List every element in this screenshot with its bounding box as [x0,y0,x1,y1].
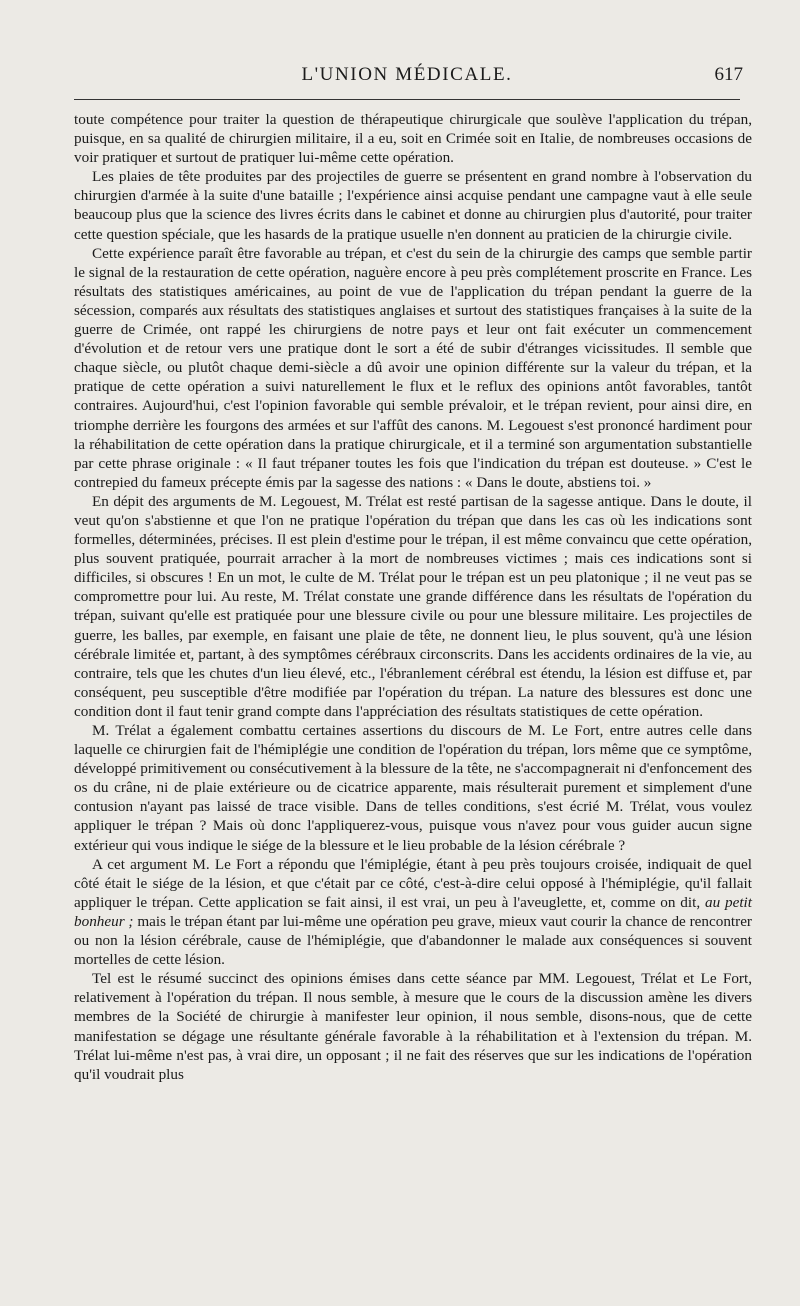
paragraph-6 [74,855,752,970]
italic-phrase: au petit bonheur ; [74,893,752,930]
article-body [74,110,752,1084]
paragraph-2: Les plaies de tête produites par des projectiles de guerre se présentent en grand nombre à l'observation du chirurgien d'armée à la suite d'une bataille ; l'expérience ainsi acquise pendant une campagne vaut à elle seule beaucoup plus que la science des livres écrits dans le cabinet et donne au chirurgien plus d'autorité, pour traiter cette question spéciale, que les hasards de la pratique usuelle n'en donnent au praticien de la chirurgie civile. [74,168,752,243]
paragraph-1: toute compétence pour traiter la question de thérapeutique chirurgicale que soulève l'application du trépan, puisque, en sa qualité de chirurgien militaire, il a eu, soit en Crimée soit en Italie, de nombreuses occasions de voir pratiquer et surtout de pratiquer lui-même cette opération. [74,111,752,167]
paragraph-5: M. Trélat a également combattu certaines assertions du discours de M. Le Fort, entre autres celle dans laquelle ce chirurgien fait de l'hémiplégie une condition de l'opération du trépan, lors même que ce symptôme, développé primitivement ou consécutivement à la blessure de la tête, ne s'accompagnerait ni d'enfoncement des os du crâne, ni de plaie extérieure ou de cicatrice apparente, mais résulterait purement et simplement d'une contusion n'ayant pas laissé de trace visible. Dans de telles conditions, s'est écrié M. Trélat, vous voulez appliquer le trépan ? Mais où donc l'appliquerez-vous, puisque vous n'avez pour vous guider aucun signe extérieur qui vous indique le siége de la blessure et le lieu probable de la lésion cérébrale ? [74,722,752,854]
paragraph-6-end: mais le trépan étant par lui-même une opération peu grave, mieux vaut courir la chance de rencontrer ou non la lésion cérébrale, cause de l'hémiplégie, que d'abandonner le malade aux conséquences si souvent mortelles de cette lésion. [74,912,752,969]
paragraph-7: Tel est le résumé succinct des opinions émises dans cette séance par MM. Legouest, Trélat et Le Fort, relativement à l'opération du trépan. Il nous semble, à mesure que le cours de la discussion amène les divers membres de la Société de chirurgie à manifester leur opinion, il nous semble, disons-nous, que de cette manifestation se dégage une résultante générale favorable à la réhabilitation et à l'extension du trépan. M. Trélat lui-même n'est pas, à vrai dire, un opposant ; il ne fait des réserves que sur les indications de l'opération qu'il voudrait plus [74,970,752,1083]
header-rule [74,99,740,100]
running-header [74,62,743,92]
page-number: 617 [714,64,743,85]
paragraph-6-start: A cet argument M. Le Fort a répondu que l'émiplégie, étant à peu près toujours croisée, indiquait de quel côté était le siége de la lésion, et que c'était par ce côté, c'est-à-dire celui opposé à l'hémiplégie, qu'il fallait appliquer le trépan. Cette application se fait ainsi, il est vrai, un peu à l'aveuglette, et, comme on dit, [74,855,752,911]
running-title: L'UNION MÉDICALE. [301,64,513,85]
paragraph-3: Cette expérience paraît être favorable au trépan, et c'est du sein de la chirurgie des camps que semble partir le signal de la restauration de cette opération, naguère encore à peu près complétement proscrite en France. Les résultats des statistiques américaines, au point de vue de l'application du trépan pendant la guerre de la sécession, comparés aux résultats des statistiques anglaises et surtout des statistiques françaises à la suite de la guerre de Crimée, ont rappé les chirurgiens de notre pays et leur ont fait exécuter un commencement d'évolution et de retour vers une pratique dont le sort a été de subir d'étranges vicissitudes. Il semble que chaque siècle, ou plutôt chaque demi-siècle a dû avoir une opinion différente sur la valeur du trépan, et la pratique de cette opération a suivi naturellement le flux et le reflux des opinions antôt favorables, tantôt contraires. Aujourd'hui, c'est l'opinion favorable qui semble prévaloir, et le trépan revient, pour ainsi dire, en triomphe derrière les fourgons des armées et sur l'affût des canons. M. Legouest s'est prononcé hardiment pour la réhabilitation de cette opération dans la pratique chirurgicale, et il a terminé son argumentation substantielle par cette phrase originale : « Il faut trépaner toutes les fois que l'indication du trépan est douteuse. » C'est le contrepied du fameux précepte émis par la sagesse des nations : « Dans le doute, abstiens toi. » [74,244,752,491]
paragraph-4: En dépit des arguments de M. Legouest, M. Trélat est resté partisan de la sagesse antique. Dans le doute, il veut qu'on s'abstienne et que l'on ne pratique l'opération du trépan que dans les cas où les indications sont formelles, déterminées, précises. Il est plein d'estime pour le trépan, il est même convaincu que cette opération, plus souvent pratiquée, pourrait arracher à la mort de nombreuses victimes ; mais ces indications sont si difficiles, si obscures ! En un mot, le culte de M. Trélat pour le trépan est un peu platonique ; il ne veut pas se compromettre pour lui. Au reste, M. Trélat constate une grande différence dans les résultats de l'opération du trépan, suivant qu'elle est pratiquée pour une blessure civile ou pour une blessure militaire. Les projectiles de guerre, les balles, par exemple, en faisant une plaie de tête, ne donnent lieu, le plus souvent, qu'à une lésion cérébrale limitée et, partant, à des symptômes cérébraux circonscrits. Dans les accidents ordinaires de la vie, au contraire, tels que les chutes d'un lieu élevé, etc., l'ébranlement cérébral est étendu, la lésion est diffuse et, par conséquent, peu susceptible d'être modifiée par l'opération du trépan. La nature des blessures est donc une condition dont il faut tenir grand compte dans l'appréciation des résultats statistiques de cette opération. [74,492,752,720]
